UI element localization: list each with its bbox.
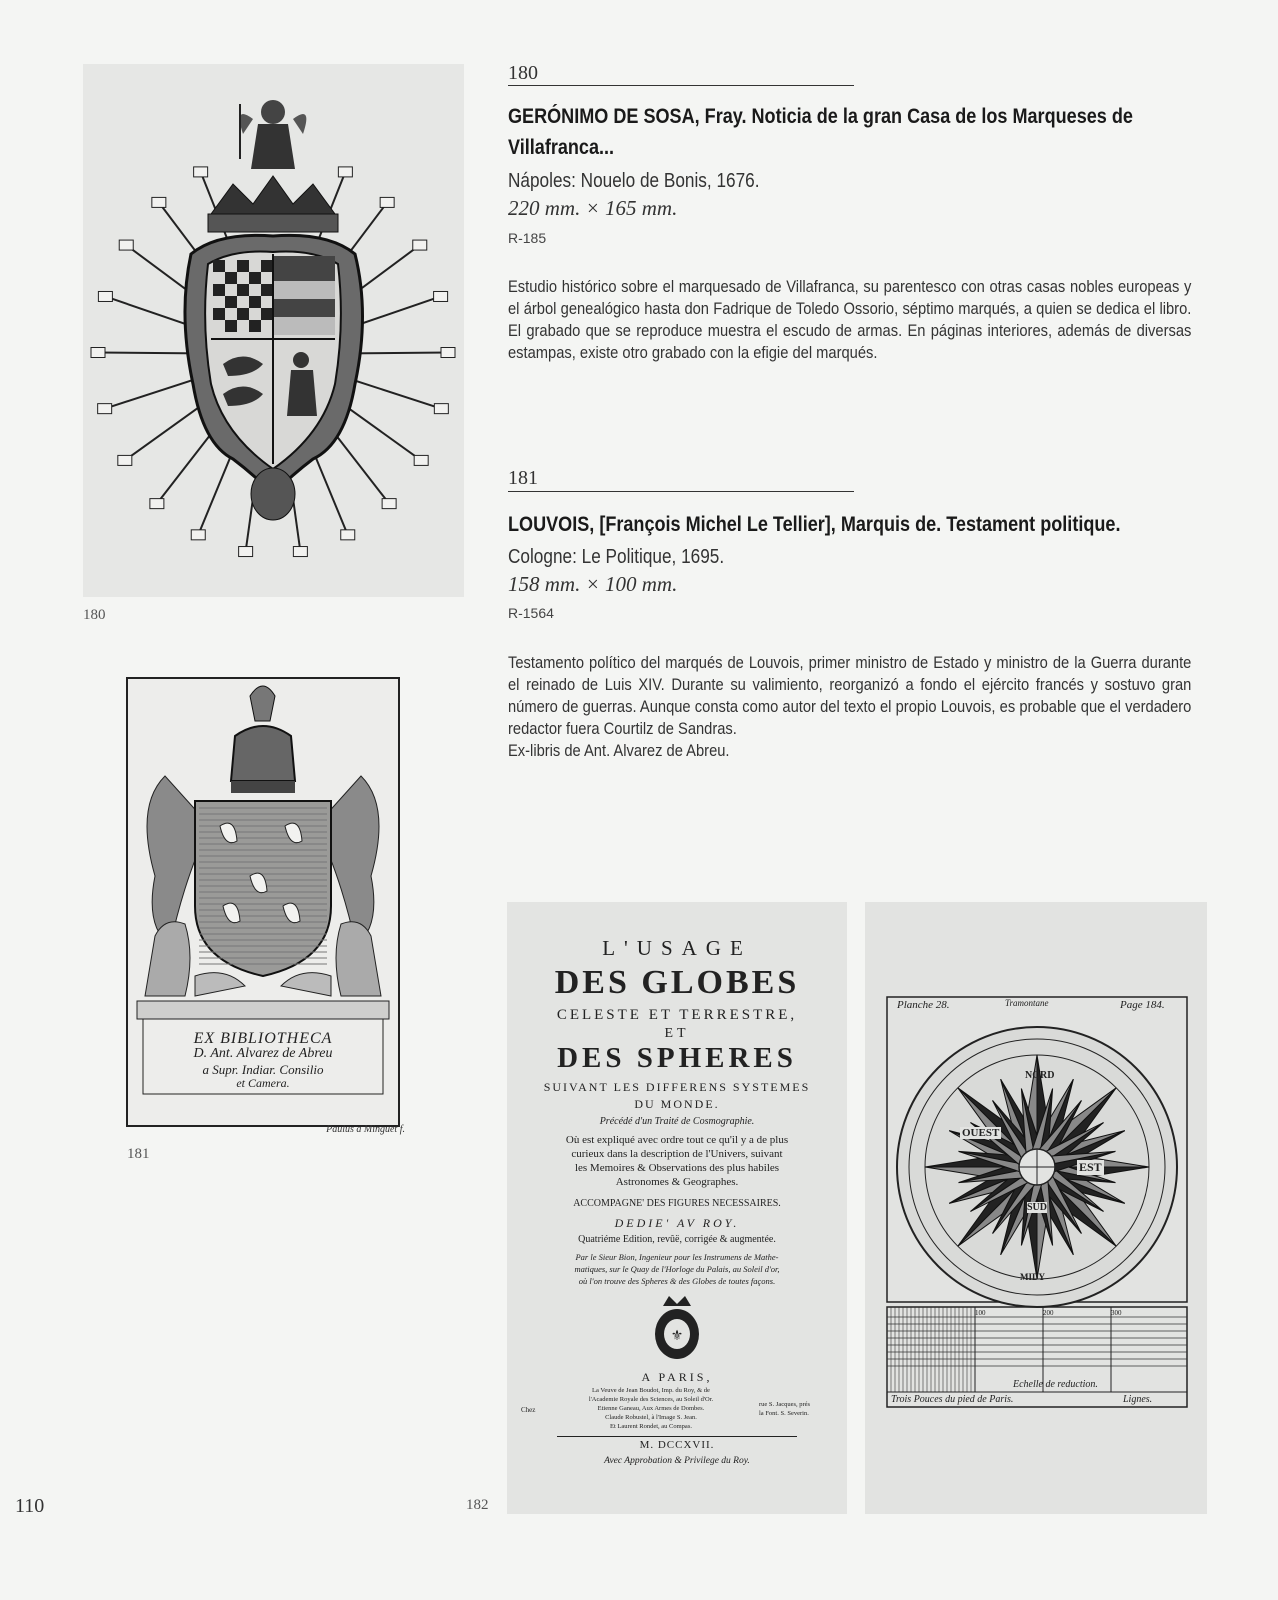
checker-square [237, 308, 249, 320]
tp-line-11: les Memoires & Observations des plus habiles [574, 1162, 780, 1174]
compass-midi-label: MIDY [1020, 1272, 1045, 1282]
pennant [98, 291, 112, 301]
scale-mark-3: 300 [1111, 1309, 1122, 1317]
pennant [380, 197, 394, 207]
bookplate-line-2: D. Ant. Alvarez de Abreu [193, 1046, 333, 1061]
tp-line-2: DES GLOBES [554, 964, 800, 1001]
checker-square [261, 308, 273, 320]
checker-square [261, 284, 273, 296]
imprint-line-1: La Veuve de Jean Boudot, Imp. du Roy, & de [592, 1387, 710, 1394]
entry-181-description-text: Testamento político del marqués de Louvois, primer ministro de Estado y ministro de la Guerra durante el reinado de Luis XIV. Durante su valimiento, reorganizó a fondo el ejército francés y sostuvo gran número de guerras. Aunque consta como autor del texto el propio Louvois, es probable que el verdadero redactor fuera Courtilz de Sandras. [508, 653, 1192, 738]
compass-east-label: EST [1079, 1160, 1102, 1174]
figure-182-compass-plate [865, 902, 1207, 1514]
checker-square [213, 260, 225, 272]
pennant [98, 404, 112, 414]
tp-line-10: curieux dans la description de l'Univers, suivant [571, 1148, 783, 1160]
imprint-chez: Chez [521, 1406, 536, 1414]
tp-line-18: où l'on trouve des Spheres & des Globes de toutes façons. [578, 1276, 776, 1286]
scale-mark-2: 200 [1043, 1309, 1054, 1317]
checker-square [249, 320, 261, 332]
figure-181-bookplate [125, 676, 405, 1142]
checker-square [261, 260, 273, 272]
imprint-line-2: l'Academie Royale des Sciences, au Soleil d'Or. [588, 1396, 714, 1403]
entry-180-description [508, 276, 1191, 364]
entry-181-description [508, 652, 1191, 762]
tp-rule [557, 1436, 797, 1437]
tp-line-12: Astronomes & Geographes. [615, 1176, 739, 1188]
tp-line-8: Précédé d'un Traité de Cosmographie. [599, 1116, 755, 1127]
tp-line-4: ET [664, 1026, 690, 1041]
pennant [441, 348, 455, 358]
figure-182-caption: 182 [466, 1497, 489, 1513]
scale-mark-1: 100 [975, 1309, 986, 1317]
entry-181-rule [508, 491, 854, 492]
pennant [152, 197, 166, 207]
pennant [194, 167, 208, 177]
checker-square [249, 272, 261, 284]
coat-of-arms-engraving [83, 64, 464, 597]
checker-square [213, 308, 225, 320]
figure-182-title-page [507, 902, 847, 1514]
svg-text:⚜: ⚜ [670, 1328, 684, 1344]
pennant [150, 499, 164, 509]
checker-square [237, 284, 249, 296]
tp-line-17: matiques, sur le Quay de l'Horloge du Palais, au Soleil d'or, [574, 1264, 780, 1274]
figure-180-coat-of-arms [83, 64, 464, 597]
tp-line-15: Quatriéme Edition, revûë, corrigée & augmentée. [578, 1234, 776, 1245]
pennant [293, 547, 307, 557]
bookplate-line-1: EX BIBLIOTHECA [193, 1030, 333, 1047]
entry-181-title: LOUVOIS, [François Michel Le Tellier], Marquis de. Testament politique. [508, 513, 1121, 536]
checker-square [225, 296, 237, 308]
scale-bottom-left: Trois Pouces du pied de Paris. [891, 1394, 1014, 1405]
tp-line-9: Où est expliqué avec ordre tout ce qu'il y a de plus [565, 1134, 789, 1146]
entry-181-note: Ex-libris de Ant. Alvarez de Abreu. [508, 741, 730, 760]
imprint-line-3: Etienne Ganeau, Aux Armes de Dombes. [597, 1405, 705, 1412]
entry-181-number: 181 [508, 467, 538, 489]
tp-line-1: L'USAGE [602, 936, 752, 960]
imprint-line-5: Et Laurent Rondet, au Compas. [610, 1423, 692, 1430]
bookplate-line-4: et Camera. [236, 1076, 290, 1090]
imprint-right-1: rue S. Jacques, prés [759, 1401, 811, 1408]
tp-line-16: Par le Sieur Bion, Ingenieur pour les Instrumens de Mathe- [575, 1252, 779, 1262]
entry-181-imprint: Cologne: Le Politique, 1695. [508, 546, 725, 568]
imprint-line-4: Claude Robustel, à l'Image S. Jean. [605, 1414, 697, 1421]
royal-arms-emblem [647, 1294, 707, 1362]
entry-180-rule [508, 85, 854, 86]
checker-square [225, 272, 237, 284]
compass-west-label: OUEST [962, 1127, 1000, 1139]
imprint-block [551, 1386, 751, 1431]
entry-180-title: GERÓNIMO DE SOSA, Fray. Noticia de la gran Casa de los Marqueses de Villafranca... [508, 105, 1133, 159]
bookplate-line-3: a Supr. Indiar. Consilio [202, 1062, 324, 1077]
entry-181-dimensions: 158 mm. × 100 mm. [508, 572, 678, 596]
checker-square [213, 284, 225, 296]
entry-180-imprint: Nápoles: Nouelo de Bonis, 1676. [508, 170, 760, 192]
tp-line-7: DU MONDE. [634, 1097, 720, 1111]
pennant [118, 455, 132, 465]
pennant [338, 167, 352, 177]
pennant [434, 404, 448, 414]
entry-180-number: 180 [508, 62, 538, 84]
pennant [434, 291, 448, 301]
pennant [341, 530, 355, 540]
figure-180-caption: 180 [83, 607, 106, 623]
tp-line-13: ACCOMPAGNE' DES FIGURES NECESSAIRES. [573, 1198, 781, 1209]
bookplate-engraver: Paulus a Minguet f. [326, 1124, 405, 1135]
checker-square [237, 260, 249, 272]
checker-square [249, 296, 261, 308]
scale-label: Echelle de reduction. [1013, 1379, 1098, 1390]
compass-north-label: NORD [1025, 1070, 1055, 1081]
pennant [382, 499, 396, 509]
pennant [119, 240, 133, 250]
plate-tramontane-label: Tramontane [1005, 998, 1049, 1008]
scale-bottom-right: Lignes. [1123, 1394, 1153, 1405]
figure-181-caption: 181 [127, 1146, 150, 1162]
pennant [239, 547, 253, 557]
compass-south-label: SUD [1027, 1202, 1048, 1213]
plate-page-label: Page 184. [1120, 999, 1165, 1011]
tp-line-14: DEDIE' AV ROY. [614, 1216, 740, 1230]
imprint-right [759, 1400, 810, 1418]
tp-line-5: DES SPHERES [557, 1042, 797, 1074]
pennant [91, 348, 105, 358]
imprint-right-2: la Font. S. Severin. [759, 1410, 809, 1417]
tp-line-19: A PARIS, [641, 1370, 713, 1384]
tp-line-6: SUIVANT LES DIFFERENS SYSTEMES [543, 1080, 811, 1094]
entry-180-reference: R-185 [508, 230, 547, 246]
checker-square [225, 320, 237, 332]
tp-year: M. DCCXVII. [639, 1439, 715, 1451]
entry-180-description-text: Estudio histórico sobre el marquesado de Villafranca, su parentesco con otras casas nobles europeas y el árbol genealógico hasta don Fadrique de Toledo Ossorio, séptimo marqués, a quien se dedica el libro. El grabado que se reproduce muestra el escudo de armas. En páginas interiores, además de diversas estampas, existe otro grabado con la efigie del marqués. [508, 277, 1192, 362]
pennant [413, 240, 427, 250]
tp-line-3: CELESTE ET TERRESTRE, [556, 1007, 798, 1023]
pennant [414, 455, 428, 465]
pennant [191, 530, 205, 540]
tp-privilege: Avec Approbation & Privilege du Roy. [604, 1456, 750, 1466]
page-number: 110 [15, 1495, 45, 1517]
entry-181-reference: R-1564 [508, 605, 554, 621]
entry-180-dimensions: 220 mm. × 165 mm. [508, 196, 678, 220]
plate-planche-label: Planche 28. [897, 999, 950, 1011]
